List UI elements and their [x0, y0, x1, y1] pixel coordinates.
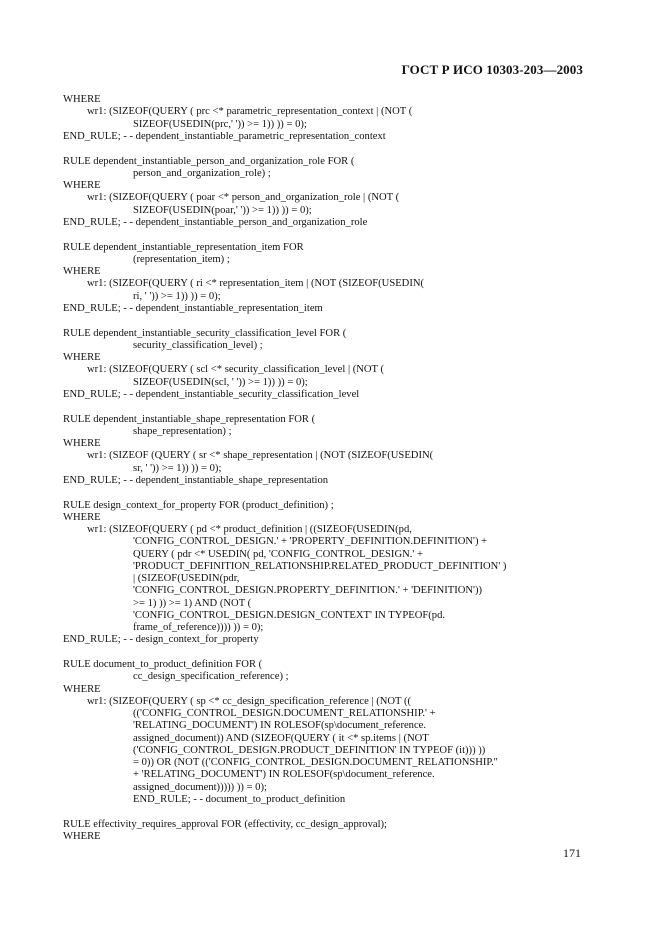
code-line: RULE effectivity_requires_approval FOR (effectivity, cc_design_approval);: [63, 818, 387, 830]
code-line: RULE document_to_product_definition FOR (: [63, 659, 263, 670]
code-line: = 0)) OR (NOT (('CONFIG_CONTROL_DESIGN.DOCUMENT_RELATIONSHIP.'': [133, 757, 498, 768]
code-line: frame_of_reference)))) )) = 0);: [133, 622, 264, 633]
code-line: (('CONFIG_CONTROL_DESIGN.DOCUMENT_RELATIONSHIP.' +: [133, 708, 436, 719]
code-line: SIZEOF(USEDIN(prc,' ')) >= 1)) )) = 0);: [133, 118, 307, 130]
code-line: + 'RELATING_DOCUMENT') IN ROLESOF(sp\document_reference.: [133, 769, 435, 781]
code-line: shape_representation) ;: [133, 425, 232, 437]
code-line: RULE design_context_for_property FOR (product_definition) ;: [63, 499, 334, 511]
code-line: wr1: (SIZEOF(QUERY ( poar <* person_and_organization_role | (NOT (: [87, 192, 400, 204]
code-line: person_and_organization_role) ;: [133, 167, 271, 179]
code-line: END_RULE; - - dependent_instantiable_person_and_organization_role: [63, 216, 368, 228]
code-line: >= 1) )) >= 1) AND (NOT (: [133, 597, 252, 609]
code-line: wr1: (SIZEOF(QUERY ( prc <* parametric_representation_context | (NOT (: [87, 106, 413, 118]
blank-line: [63, 487, 603, 500]
blank-line: [63, 401, 603, 414]
document-header: ГОСТ Р ИСО 10303-203—2003: [401, 62, 583, 77]
blank-line: [63, 315, 603, 328]
page-number: 171: [563, 846, 581, 860]
blank-line: [63, 647, 603, 660]
code-line: END_RULE; - - dependent_instantiable_shape_representation: [63, 474, 329, 486]
code-line: RULE dependent_instantiable_security_classification_level FOR (: [63, 327, 347, 339]
code-line: sr, ' ')) >= 1)) )) = 0);: [133, 462, 222, 474]
code-line: 'CONFIG_CONTROL_DESIGN.DESIGN_CONTEXT' IN TYPEOF(pd.: [133, 609, 446, 621]
code-line: ('CONFIG_CONTROL_DESIGN.PRODUCT_DEFINITION' IN TYPEOF (it))) )): [133, 744, 486, 756]
code-line: WHERE: [63, 438, 101, 449]
code-line: WHERE: [63, 511, 101, 523]
code-line: WHERE: [63, 266, 101, 277]
code-line: assigned_document))))) )) = 0);: [133, 781, 267, 793]
code-line: 'PRODUCT_DEFINITION_RELATIONSHIP.RELATED_PRODUCT_DEFINITION' ): [133, 560, 507, 572]
code-line: RULE dependent_instantiable_shape_representation FOR (: [63, 413, 316, 425]
code-line: wr1: (SIZEOF(QUERY ( pd <* product_definition | ((SIZEOF(USEDIN(pd,: [87, 524, 412, 535]
blank-line: [63, 229, 603, 242]
code-line: QUERY ( pdr <* USEDIN( pd, 'CONFIG_CONTROL_DESIGN.' +: [133, 548, 423, 560]
code-line: | (SIZEOF(USEDIN(pdr,: [133, 573, 240, 584]
code-line: wr1: (SIZEOF(QUERY ( ri <* representation_item | (NOT (SIZEOF(USEDIN(: [87, 278, 425, 290]
code-line: WHERE: [63, 830, 101, 842]
code-line: (representation_item) ;: [133, 253, 230, 265]
code-line: SIZEOF(USEDIN(poar,' ')) >= 1)) )) = 0);: [133, 204, 312, 216]
code-line: END_RULE; - - dependent_instantiable_security_classification_level: [63, 388, 360, 400]
code-line: 'CONFIG_CONTROL_DESIGN.PROPERTY_DEFINITION.' + 'DEFINITION')): [133, 585, 483, 597]
code-line: WHERE: [63, 94, 101, 105]
code-line: END_RULE; - - document_to_product_definition: [133, 793, 346, 805]
code-line: RULE dependent_instantiable_person_and_organization_role FOR (: [63, 155, 355, 167]
code-line: assigned_document)) AND (SIZEOF(QUERY ( it <* sp.items | (NOT: [133, 732, 429, 744]
code-line: END_RULE; - - dependent_instantiable_parametric_representation_context: [63, 130, 386, 142]
code-line: WHERE: [63, 180, 101, 191]
code-line: wr1: (SIZEOF(QUERY ( scl <* security_classification_level | (NOT (: [87, 364, 385, 376]
code-line: END_RULE; - - dependent_instantiable_representation_item: [63, 302, 323, 314]
code-line: 'RELATING_DOCUMENT') IN ROLESOF(sp\document_reference.: [133, 720, 427, 732]
blank-line: [63, 806, 603, 819]
code-line: security_classification_level) ;: [133, 339, 263, 351]
code-line: SIZEOF(USEDIN(scl, ' ')) >= 1)) )) = 0);: [133, 376, 308, 388]
code-line: wr1: (SIZEOF(QUERY ( sp <* cc_design_specification_reference | (NOT ((: [87, 695, 412, 707]
code-line: ri, ' ')) >= 1)) )) = 0);: [133, 290, 221, 302]
code-line: RULE dependent_instantiable_representation_item FOR: [63, 241, 304, 253]
blank-line: [63, 143, 603, 156]
code-line: cc_design_specification_reference) ;: [133, 671, 289, 683]
code-line: WHERE: [63, 352, 101, 363]
document-body: [63, 94, 603, 843]
code-line: 'CONFIG_CONTROL_DESIGN.' + 'PROPERTY_DEFINITION.DEFINITION') +: [133, 536, 488, 548]
code-line: END_RULE; - - design_context_for_property: [63, 634, 259, 646]
code-line: wr1: (SIZEOF (QUERY ( sr <* shape_representation | (NOT (SIZEOF(USEDIN(: [87, 450, 434, 462]
code-line: WHERE: [63, 683, 101, 695]
